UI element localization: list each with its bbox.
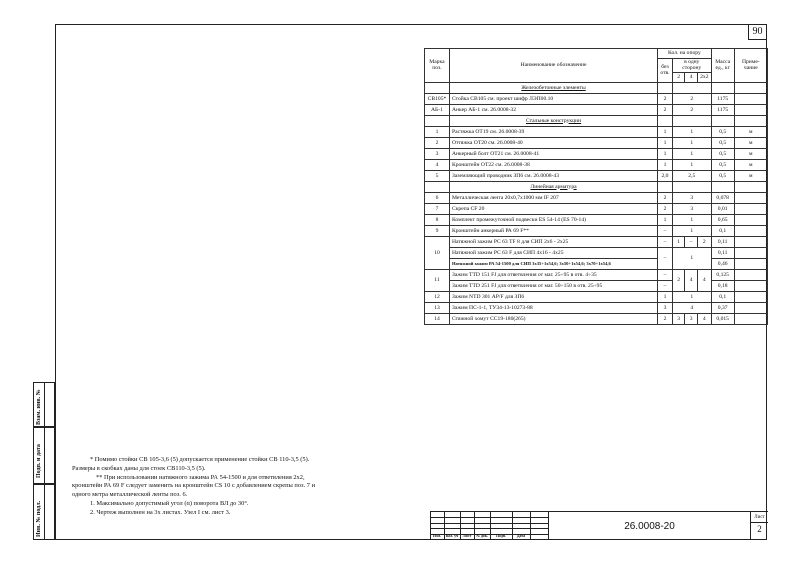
table-row: 8 Комплект промежуточной подвески ES 54-14 (ES 70-14) 1 1 0,65 — [425, 214, 768, 225]
note-line: 1. Максимально допустимый угол (α) поворота ВЛ до 30°. — [90, 500, 249, 508]
header-note: Приме-чание — [734, 49, 767, 83]
sheet-box — [750, 511, 768, 540]
side-cell-inv-orig — [33, 484, 55, 540]
note-line: кронштейн РА 69 F следует заменить на кронштейн СS 10 с добавлением скрепы поз. 7 и — [72, 482, 315, 490]
table-row: 10 Натяжной зажим РС 63 TF 8 для СИП 2х6 - 2х25 – 1 – 2 0,11 — [425, 236, 768, 247]
page-number: 90 — [748, 24, 767, 40]
specification-table — [424, 48, 768, 325]
note-line: одного метра металлической ленты поз. 6. — [72, 491, 188, 499]
table-row: 1 Растяжка ОТ19 см. 26.0008-39 1 1 0,5 м — [425, 126, 768, 137]
header-no-branch: без отв. — [658, 59, 673, 83]
title-block — [430, 511, 768, 540]
table-row: 9 Кронштейн анкерный РА 69 F** – 1 0,1 — [425, 225, 768, 236]
header-mark: Марка поз. — [425, 49, 450, 83]
table-row: 2 Оттяжка ОТ20 см. 26.0008-40 1 1 0,5 м — [425, 137, 768, 148]
note-line: Размеры в скобках даны для стоек СВ110-3,5 (5). — [72, 464, 206, 472]
header-name: Наименование обозначение — [449, 49, 657, 83]
side-label-inv-orig: Инв. № подл. — [36, 500, 42, 537]
table-row: Натяжной зажим РА 54-1500 для СИП 3х35+1х54,6; 3х50+1х54,6; 3х70+1х54,6 0,46 — [425, 258, 768, 269]
table-row: СВ105* Стойка СВ105 см. проект шифр ЛЭП00.10 2 2 1175 — [425, 93, 768, 104]
table-row: 4 Кронштейн ОТ22 см. 26.0008-38 1 1 0,5 м — [425, 159, 768, 170]
table-row: 13 Зажим ПС-1-1, ТУ34-13-10273-88 3 4 0,37 — [425, 302, 768, 313]
header-c4: 4 — [685, 72, 697, 82]
side-cell-sign-date — [33, 427, 55, 484]
note-line: 2. Чертеж выполнен на 3х листах. Узел I см. лист 3. — [90, 508, 231, 516]
side-label-sign-date: Подп. и дата — [36, 444, 42, 478]
revision-heads: Изм. Кол. уч Лист № док. Подп. Дата — [433, 534, 526, 538]
section-concrete: Железобетонные элементы — [449, 82, 657, 93]
table-row: Зажим ТТD 251 FJ для ответвления от маг. 50÷150 в отв. 25÷95 – 0,18 — [425, 280, 768, 291]
table-row: Натяжной зажим РС 63 F для СИП 4х16 - 4х25 – 1 0,11 — [425, 247, 768, 258]
table-row: 5 Заземляющий проводник ЗП6 см. 26.0008-43 2,0 2,5 0,5 м — [425, 170, 768, 181]
table-row: 12 Зажим NTD 301 АР/F для ЗП6 1 1 0,1 — [425, 291, 768, 302]
section-steel: Стальные конструкции — [449, 115, 657, 126]
table-row: 11 Зажим ТТD 151 FJ для ответвления от маг. 25÷95 в отв. 4÷35 – 2 4 4 0,125 — [425, 269, 768, 280]
header-c2: 2 — [672, 72, 684, 82]
side-stamp — [33, 382, 55, 540]
sheet-label: Лист — [751, 513, 768, 523]
table-row: АБ-1 Анкер АБ-1 см. 26.0008-32 2 2 1175 — [425, 104, 768, 115]
side-label-inv-dubl: Взам. инв. № — [36, 389, 42, 425]
table-row: 14 Стяжной хомут СС19-180(265) 2 3 3 4 0,015 — [425, 313, 768, 324]
section-line: Линейная арматура — [449, 181, 657, 192]
table-row: 6 Металлическая лента 20х0,7х1000 мм IF 207 2 3 0,078 — [425, 192, 768, 203]
side-cell-inv-dubl — [33, 382, 55, 427]
header-one-side: в одну сторону — [672, 59, 711, 73]
header-c2x2: 2х2 — [697, 72, 711, 82]
table-row: 3 Анкерный болт ОТ21 см. 26.0008-41 1 1 0,5 м — [425, 148, 768, 159]
note-line: * Помимо стойки СВ 105-3,6 (5) допускается применение стойки СВ 110-3,5 (5). — [90, 456, 310, 463]
document-code: 26.0008-20 — [548, 511, 750, 540]
note-line: ** При использовании натяжного зажима РА 54-1500 и для ответвления 2х2, — [96, 473, 305, 481]
header-mass: Масса ед., кг — [711, 49, 734, 83]
notes — [72, 456, 390, 518]
sheet-number: 2 — [757, 524, 762, 534]
header-qty: Кол. на опору — [658, 49, 712, 59]
table-row: 7 Скрепа СF 20 2 3 0,01 — [425, 203, 768, 214]
